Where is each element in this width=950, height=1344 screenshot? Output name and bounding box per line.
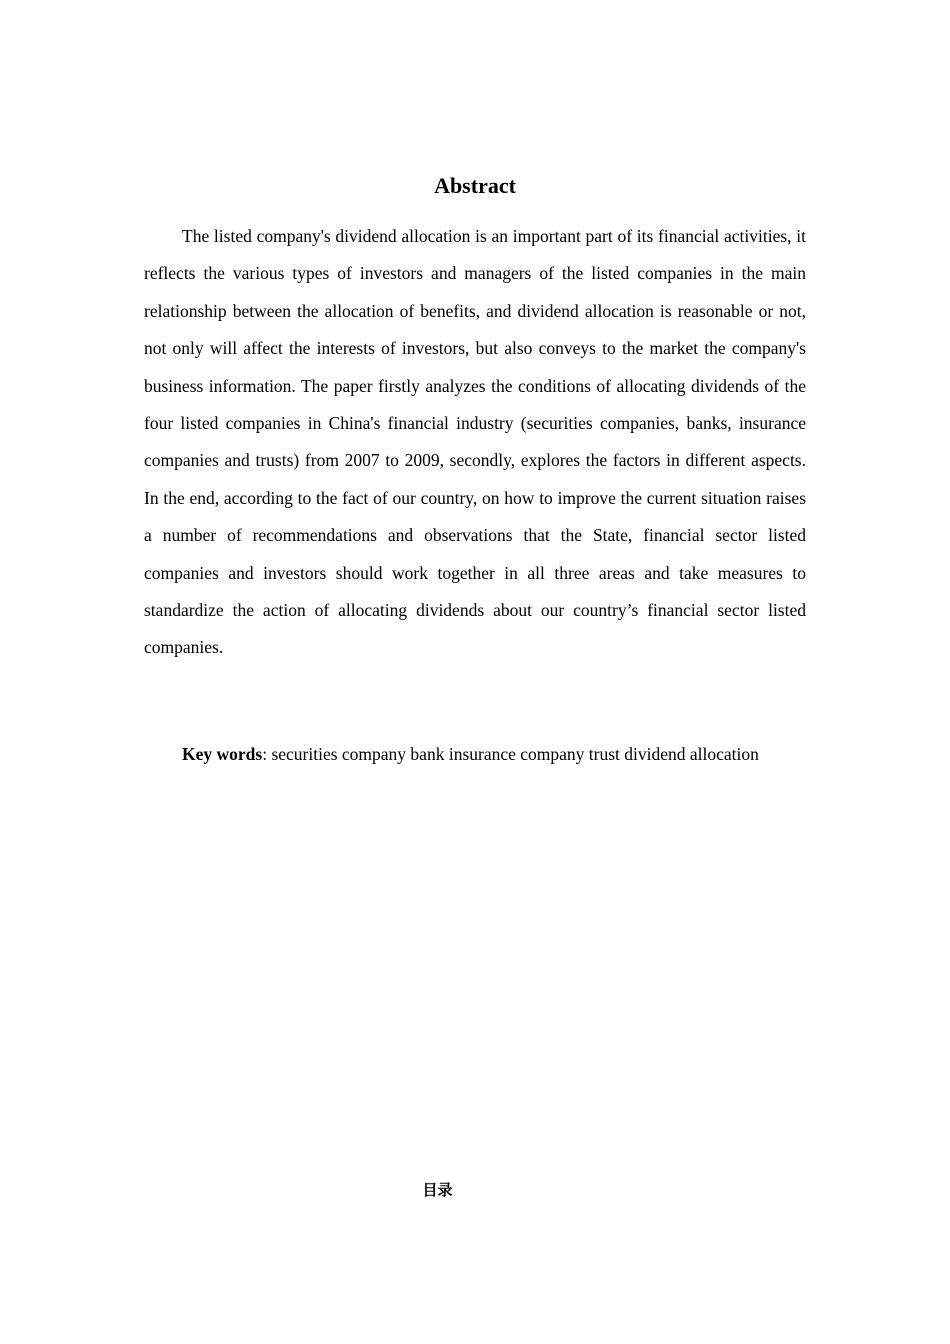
keywords-paragraph	[144, 736, 764, 773]
keywords-text: securities company bank insurance company trust dividend allocation	[267, 744, 759, 764]
keywords-label: Key words	[182, 744, 263, 764]
abstract-body: The listed company's dividend allocation is an important part of its financial activities, it reflects the various types of investors and managers of the listed companies in the main relationship between the allocation of benefits, and dividend allocation is reasonable or not, not only will affect the interests of investors, but also conveys to the market the company's business information. The paper firstly analyzes the conditions of allocating dividends of the four listed companies in China's financial industry (securities companies, banks, insurance companies and trusts) from 2007 to 2009, secondly, explores the factors in different aspects. In the end, according to the fact of our country, on how to improve the current situation raises a number of recommendations and observations that the State, financial sector listed companies and investors should work together in all three areas and take measures to standardize the action of allocating dividends about our country’s financial sector listed companies.	[144, 226, 806, 658]
toc-heading: 目录	[422, 1181, 453, 1199]
abstract-title: Abstract	[434, 173, 516, 198]
keywords-separator: :	[262, 744, 268, 764]
